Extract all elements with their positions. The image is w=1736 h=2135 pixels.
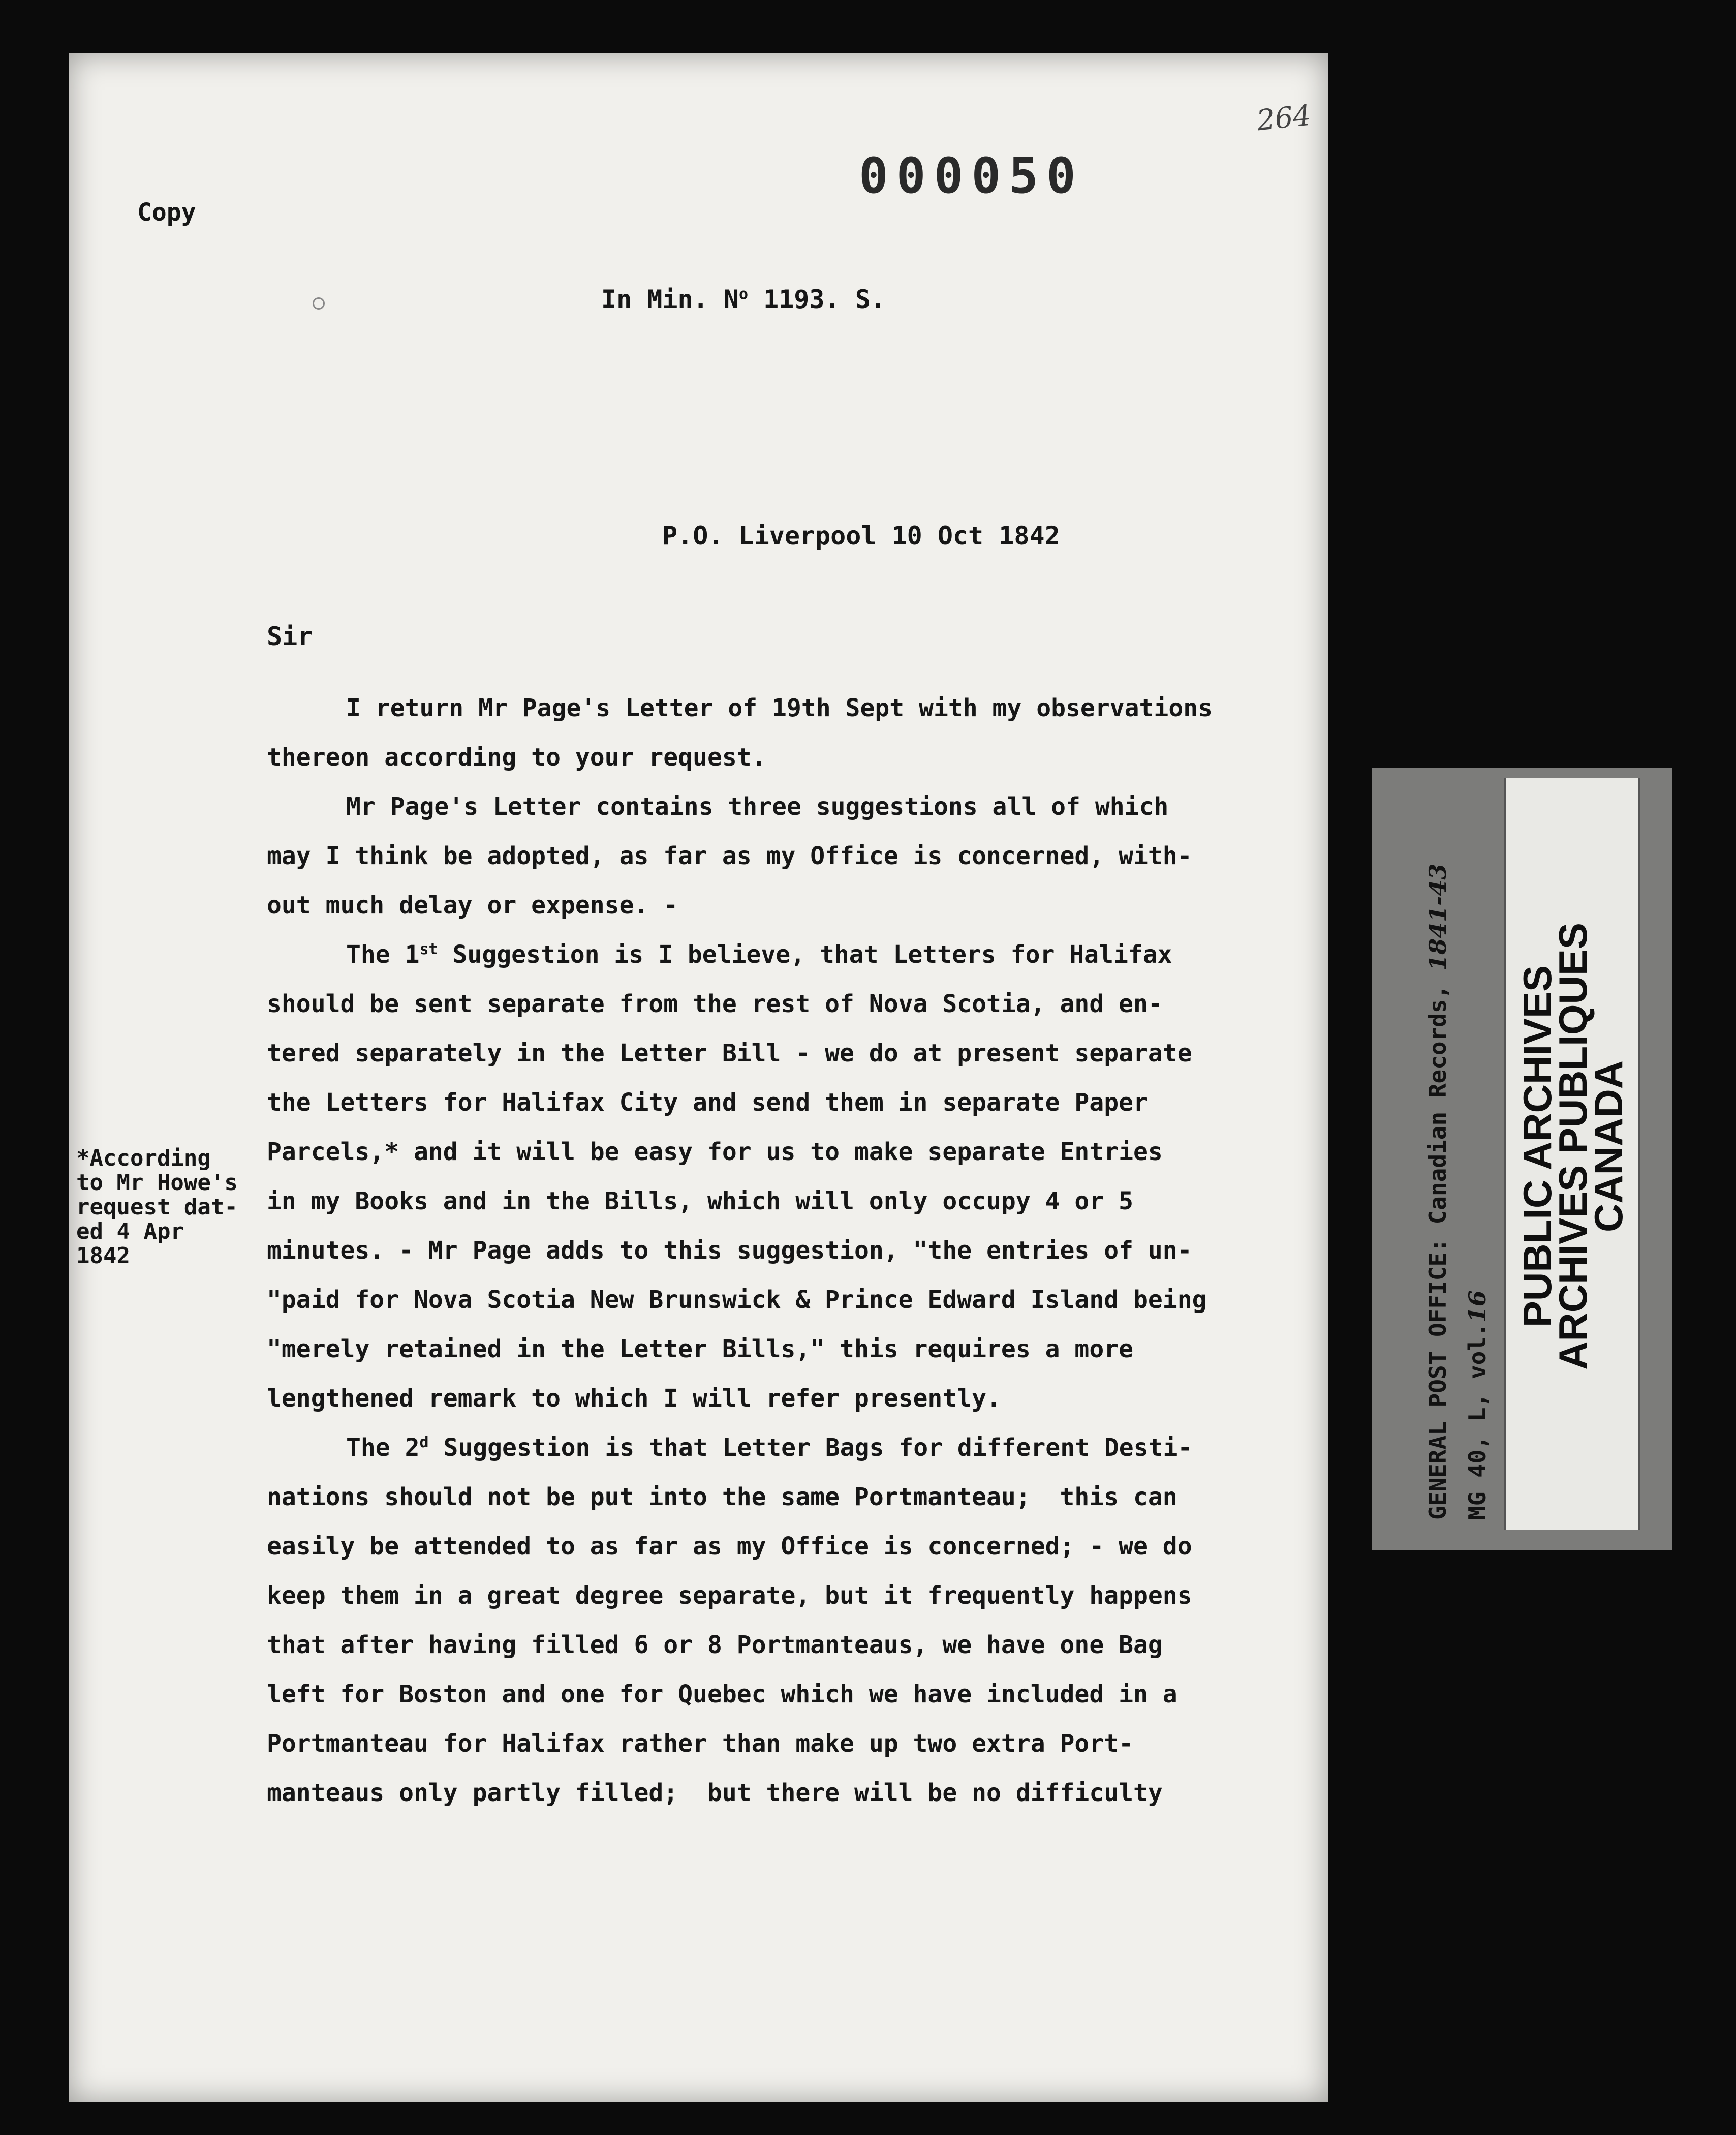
margin-note-line: 1842 [76,1243,130,1269]
archive-source-line-1: GENERAL POST OFFICE: Canadian Records, 1841-43 [1424,863,1451,1520]
archive-source-label [1418,864,1497,1520]
letter-line: in my Books and in the Bills, which will only occupy 4 or 5 [267,1187,1134,1215]
letter-line: should be sent separate from the rest of Nova Scotia, and en- [267,990,1163,1018]
letter-line: The 1st Suggestion is I believe, that Letters for Halifax [346,940,1172,969]
dateline: P.O. Liverpool 10 Oct 1842 [662,521,1060,551]
archive-handwritten-volume: 16 [1464,1290,1491,1323]
margin-note [76,1146,269,1268]
letter-line: The 2$^d$ Suggestion is that Letter Bags for different Desti- [346,1434,1193,1462]
minute-prefix: In Min. N [601,285,739,314]
document-number: 000050 [859,147,1084,204]
document-page [69,53,1328,2102]
letter-line: left for Boston and one for Quebec which we have included in a [267,1680,1177,1709]
minute-reference [601,285,886,314]
folio-number: 264 [1255,99,1313,138]
archive-institution-line: PUBLIC ARCHIVES [1515,965,1560,1328]
letter-line: keep them in a great degree separate, but it frequently happens [267,1581,1192,1610]
minute-suffix: 1193. S. [748,285,886,314]
salutation: Sir [267,622,313,651]
letter-line: tered separately in the Letter Bill - we do at present separate [267,1039,1192,1068]
letter-line: thereon according to your request. [267,743,766,772]
archive-institution-line: CANADA [1586,1060,1631,1232]
letter-line: lengthened remark to which I will refer presently. [267,1384,1001,1413]
margin-note-line: to Mr Howe's [76,1170,238,1196]
letter-line: Mr Page's Letter contains three suggestions all of which [346,792,1169,821]
letter-line: I return Mr Page's Letter of 19th Sept with my observations [346,694,1213,722]
letter-line: the Letters for Halifax City and send them in separate Paper [267,1088,1148,1117]
letter-line: "merely retained in the Letter Bills," this requires a more [267,1335,1134,1363]
archive-institution-line: ARCHIVES PUBLIQUES [1551,923,1595,1370]
letter-body [267,684,1324,1818]
letter-line: may I think be adopted, as far as my Office is concerned, with- [267,842,1192,870]
archive-institution-label [1515,780,1631,1512]
letter-line: that after having filled 6 or 8 Portmanteaus, we have one Bag [267,1631,1163,1659]
archive-source-line-2: MG 40, L, vol.16 [1464,1290,1491,1520]
minute-sup: o [738,285,748,303]
archive-handwritten-dates: 1841-43 [1424,863,1451,971]
margin-note-line: ed 4 Apr [76,1218,184,1244]
letter-line: easily be attended to as far as my Office is concerned; - we do [267,1532,1192,1561]
letter-line: minutes. - Mr Page adds to this suggestion, "the entries of un- [267,1236,1192,1265]
punch-hole-icon [313,297,325,310]
margin-note-line: request dat- [76,1194,238,1220]
letter-line: Portmanteau for Halifax rather than make up two extra Port- [267,1729,1134,1758]
copy-label: Copy [137,198,196,227]
letter-line: manteaus only partly filled; but there will be no difficulty [267,1779,1163,1807]
letter-line: nations should not be put into the same Portmanteau; this can [267,1483,1177,1511]
letter-line: Parcels,* and it will be easy for us to make separate Entries [267,1138,1163,1166]
letter-line: out much delay or expense. - [267,891,678,920]
letter-line: "paid for Nova Scotia New Brunswick & Prince Edward Island being [267,1286,1207,1314]
margin-note-line: *According [76,1145,211,1171]
